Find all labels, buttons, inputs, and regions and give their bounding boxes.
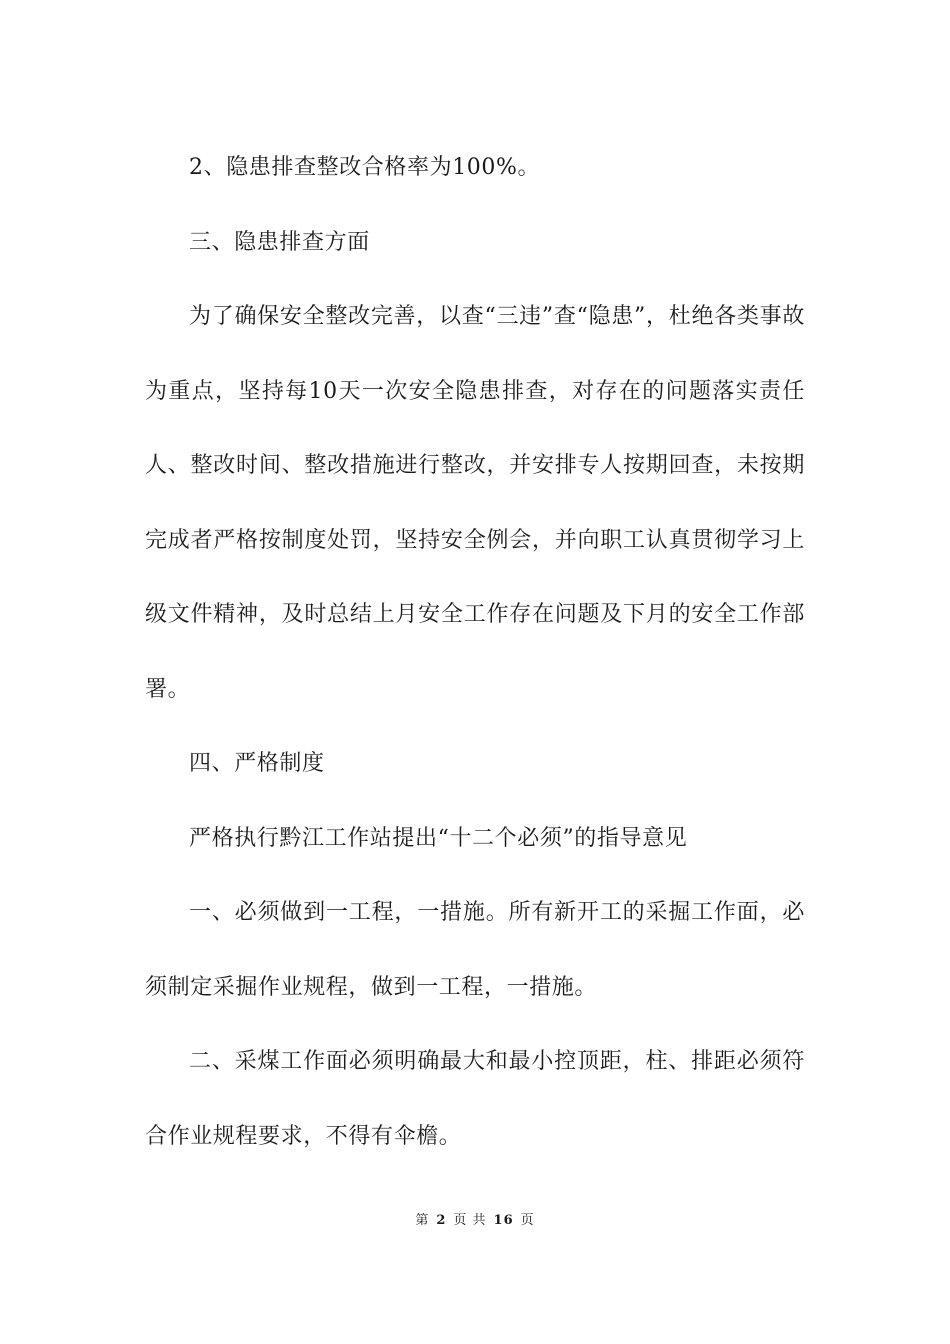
page-footer [0,1209,950,1228]
paragraph-qualified-rate: 2、隐患排查整改合格率为100%。 [189,155,541,180]
footer-prefix: 第 [415,1213,430,1228]
footer-total-pages: 16 [493,1213,514,1228]
paragraph-rule-one: 一、必须做到一工程，一措施。所有新开工的采掘工作面，必须制定采掘作业规程，做到一工程，一措施。 [145,900,805,1000]
paragraph-hazard-inspection: 为了确保安全整改完善，以查“三违”查“隐患”，杜绝各类事故为重点，坚持每10天一次安全隐患排查，对存在的问题落实责任人、整改时间、整改措施进行整改，并安排专人按期回查，未按期完成者严格按制度处罚，坚持安全例会，并向职工认真贯彻学习上级文件精神，及时总结上月安全工作存在问题及下月的安全工作部署。 [145,304,805,702]
section-heading-hazard-inspection: 三、隐患排查方面 [189,229,370,255]
footer-suffix: 页 [520,1213,535,1228]
paragraph-twelve-musts: 严格执行黔江工作站提出“十二个必须”的指导意见 [189,825,688,851]
document-body [145,131,805,1174]
section-heading-strict-system: 四、严格制度 [189,751,325,776]
paragraph-rule-two: 二、采煤工作面必须明确最大和最小控顶距，柱、排距必须符合作业规程要求，不得有伞檐。 [145,1049,805,1149]
footer-current-page: 2 [436,1213,447,1228]
footer-middle: 页 共 [453,1213,487,1228]
